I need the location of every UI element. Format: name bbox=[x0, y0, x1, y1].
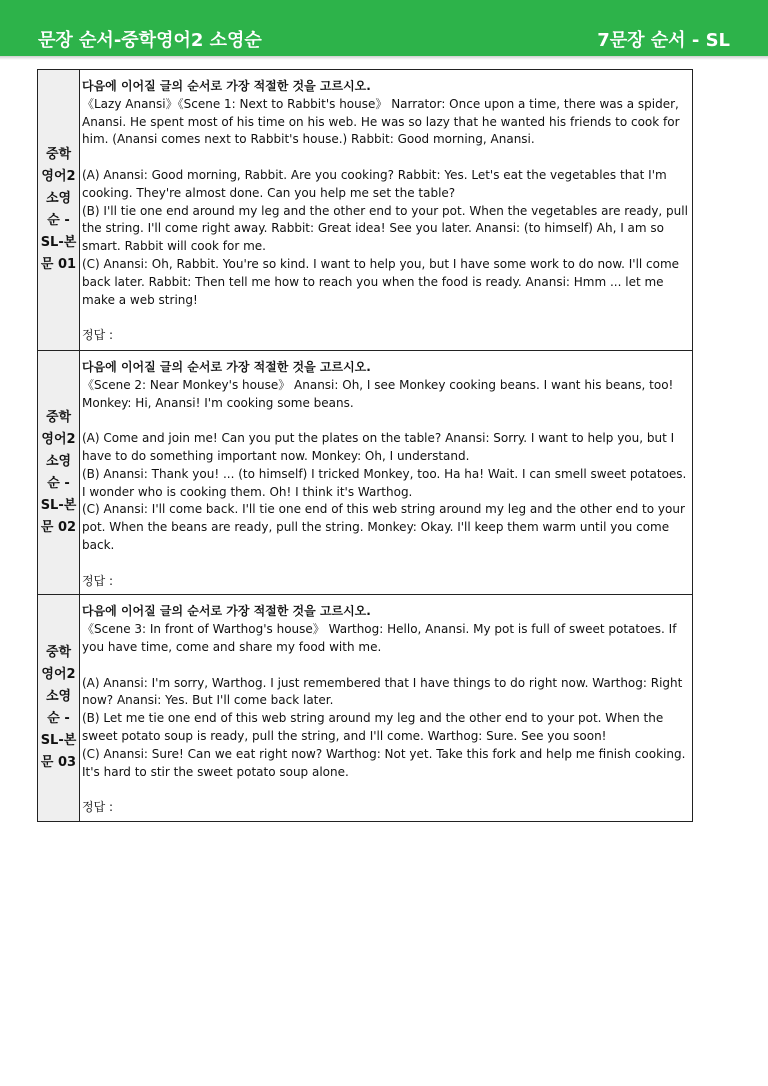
question-content bbox=[80, 351, 693, 595]
label-line: 문 01 bbox=[40, 257, 77, 272]
header-left-title: 문장 순서-중학영어2 소영순 bbox=[38, 30, 262, 51]
label-line: 문 02 bbox=[40, 519, 77, 535]
question-content bbox=[80, 70, 693, 351]
option-a: (A) Anansi: I'm sorry, Warthog. I just remembered that I have things to do right now. Warthog: Right now? Anansi: Yes. But I'll come back later. bbox=[82, 675, 683, 708]
question-label bbox=[38, 70, 80, 351]
label-line: 순 - bbox=[47, 213, 70, 228]
question-row bbox=[38, 595, 693, 822]
label-line: 영어2 bbox=[41, 667, 76, 683]
header-right-title: 7문장 순서 - SL bbox=[597, 30, 730, 51]
label-line: 영어2 bbox=[41, 431, 76, 447]
label-line: 순 - bbox=[47, 475, 70, 491]
question-content bbox=[80, 595, 693, 822]
option-b: (B) Anansi: Thank you! ... (to himself) I tricked Monkey, too. Ha ha! Wait. I can smell sweet potatoes. I wonder who is cooking them. Oh! I think it's Warthog. bbox=[82, 466, 687, 499]
option-c: (C) Anansi: I'll come back. I'll tie one end of this web string around my leg and the other end to your pot. When the beans are ready, pull the string. Monkey: Okay. I'll keep them warm until you come back. bbox=[82, 502, 685, 552]
label-line: 문 03 bbox=[40, 755, 77, 771]
option-a: (A) Come and join me! Can you put the plates on the table? Anansi: Sorry. I want to help you, but I have to do something important now. Monkey: Oh, I understand. bbox=[82, 431, 675, 463]
passage-intro: 《Scene 3: In front of Warthog's house》 Warthog: Hello, Anansi. My pot is full of sweet potatoes. If you have time, come and share my food with me. bbox=[82, 622, 677, 654]
label-line: 소영 bbox=[45, 689, 72, 705]
header-divider bbox=[0, 56, 768, 60]
label-line: SL-본 bbox=[40, 497, 77, 513]
answer-label: 정답 : bbox=[82, 328, 114, 343]
label-line: 중학 bbox=[45, 645, 72, 661]
question-row bbox=[38, 70, 693, 351]
option-c: (C) Anansi: Sure! Can we eat right now? Warthog: Not yet. Take this fork and help me finish cooking. It's hard to stir the sweet potato soup alone. bbox=[82, 746, 686, 779]
answer-label: 정답 : bbox=[82, 573, 114, 588]
spacer bbox=[82, 309, 689, 327]
option-b: (B) Let me tie one end of this web string around my leg and the other end to your pot. When the sweet potato soup is ready, pull the string, and I'll come. Warthog: Sure. See you soon! bbox=[82, 711, 664, 743]
label-line: 소영 bbox=[45, 453, 72, 469]
label-line: 순 - bbox=[47, 711, 70, 727]
option-c: (C) Anansi: Oh, Rabbit. You're so kind. I want to help you, but I have some work to do now. I'll come back later. Rabbit: Then tell me how to reach you when the food is ready. Anansi: Hmm ... let me make a web string! bbox=[82, 256, 680, 307]
passage-intro: 《Lazy Anansi》《Scene 1: Next to Rabbit's house》 Narrator: Once upon a time, there was a spider, Anansi. He spent most of his time on his web. He was so lazy that he wanted his friends to cook for him. (Anansi comes next to Rabbit's house.) Rabbit: Good morning, Anansi. bbox=[82, 96, 680, 147]
label-line: SL-본 bbox=[40, 733, 77, 749]
label-line: 영어2 bbox=[41, 169, 76, 184]
question-label bbox=[38, 351, 80, 595]
question-label bbox=[38, 595, 80, 822]
spacer bbox=[82, 657, 689, 675]
label-line: 소영 bbox=[45, 191, 72, 206]
question-table bbox=[37, 69, 693, 822]
question-title: 다음에 이어질 글의 순서로 가장 적절한 것을 고르시오. bbox=[82, 360, 371, 374]
question-title: 다음에 이어질 글의 순서로 가장 적절한 것을 고르시오. bbox=[82, 79, 371, 93]
spacer bbox=[82, 149, 689, 167]
label-line: 중학 bbox=[45, 409, 72, 425]
label-line: 중학 bbox=[45, 147, 72, 162]
passage-intro: 《Scene 2: Near Monkey's house》 Anansi: Oh, I see Monkey cooking beans. I want his beans, too! Monkey: Hi, Anansi! I'm cooking some beans. bbox=[82, 377, 674, 410]
spacer bbox=[82, 555, 689, 573]
question-title: 다음에 이어질 글의 순서로 가장 적절한 것을 고르시오. bbox=[82, 604, 371, 619]
spacer bbox=[82, 412, 689, 430]
answer-label: 정답 : bbox=[82, 800, 114, 815]
option-b: (B) I'll tie one end around my leg and the other end to your pot. When the vegetables are ready, pull the string. I'll come right away. Rabbit: Great idea! See you later. Anansi: (to himself) Ah, I am so smart. Rabbit will cook for me. bbox=[82, 203, 688, 254]
option-a: (A) Anansi: Good morning, Rabbit. Are you cooking? Rabbit: Yes. Let's eat the vegetables that I'm cooking. They're almost done. Can you help me set the table? bbox=[82, 167, 667, 200]
question-row bbox=[38, 351, 693, 595]
page-header bbox=[0, 0, 768, 56]
label-line: SL-본 bbox=[40, 235, 77, 250]
spacer bbox=[82, 781, 689, 799]
